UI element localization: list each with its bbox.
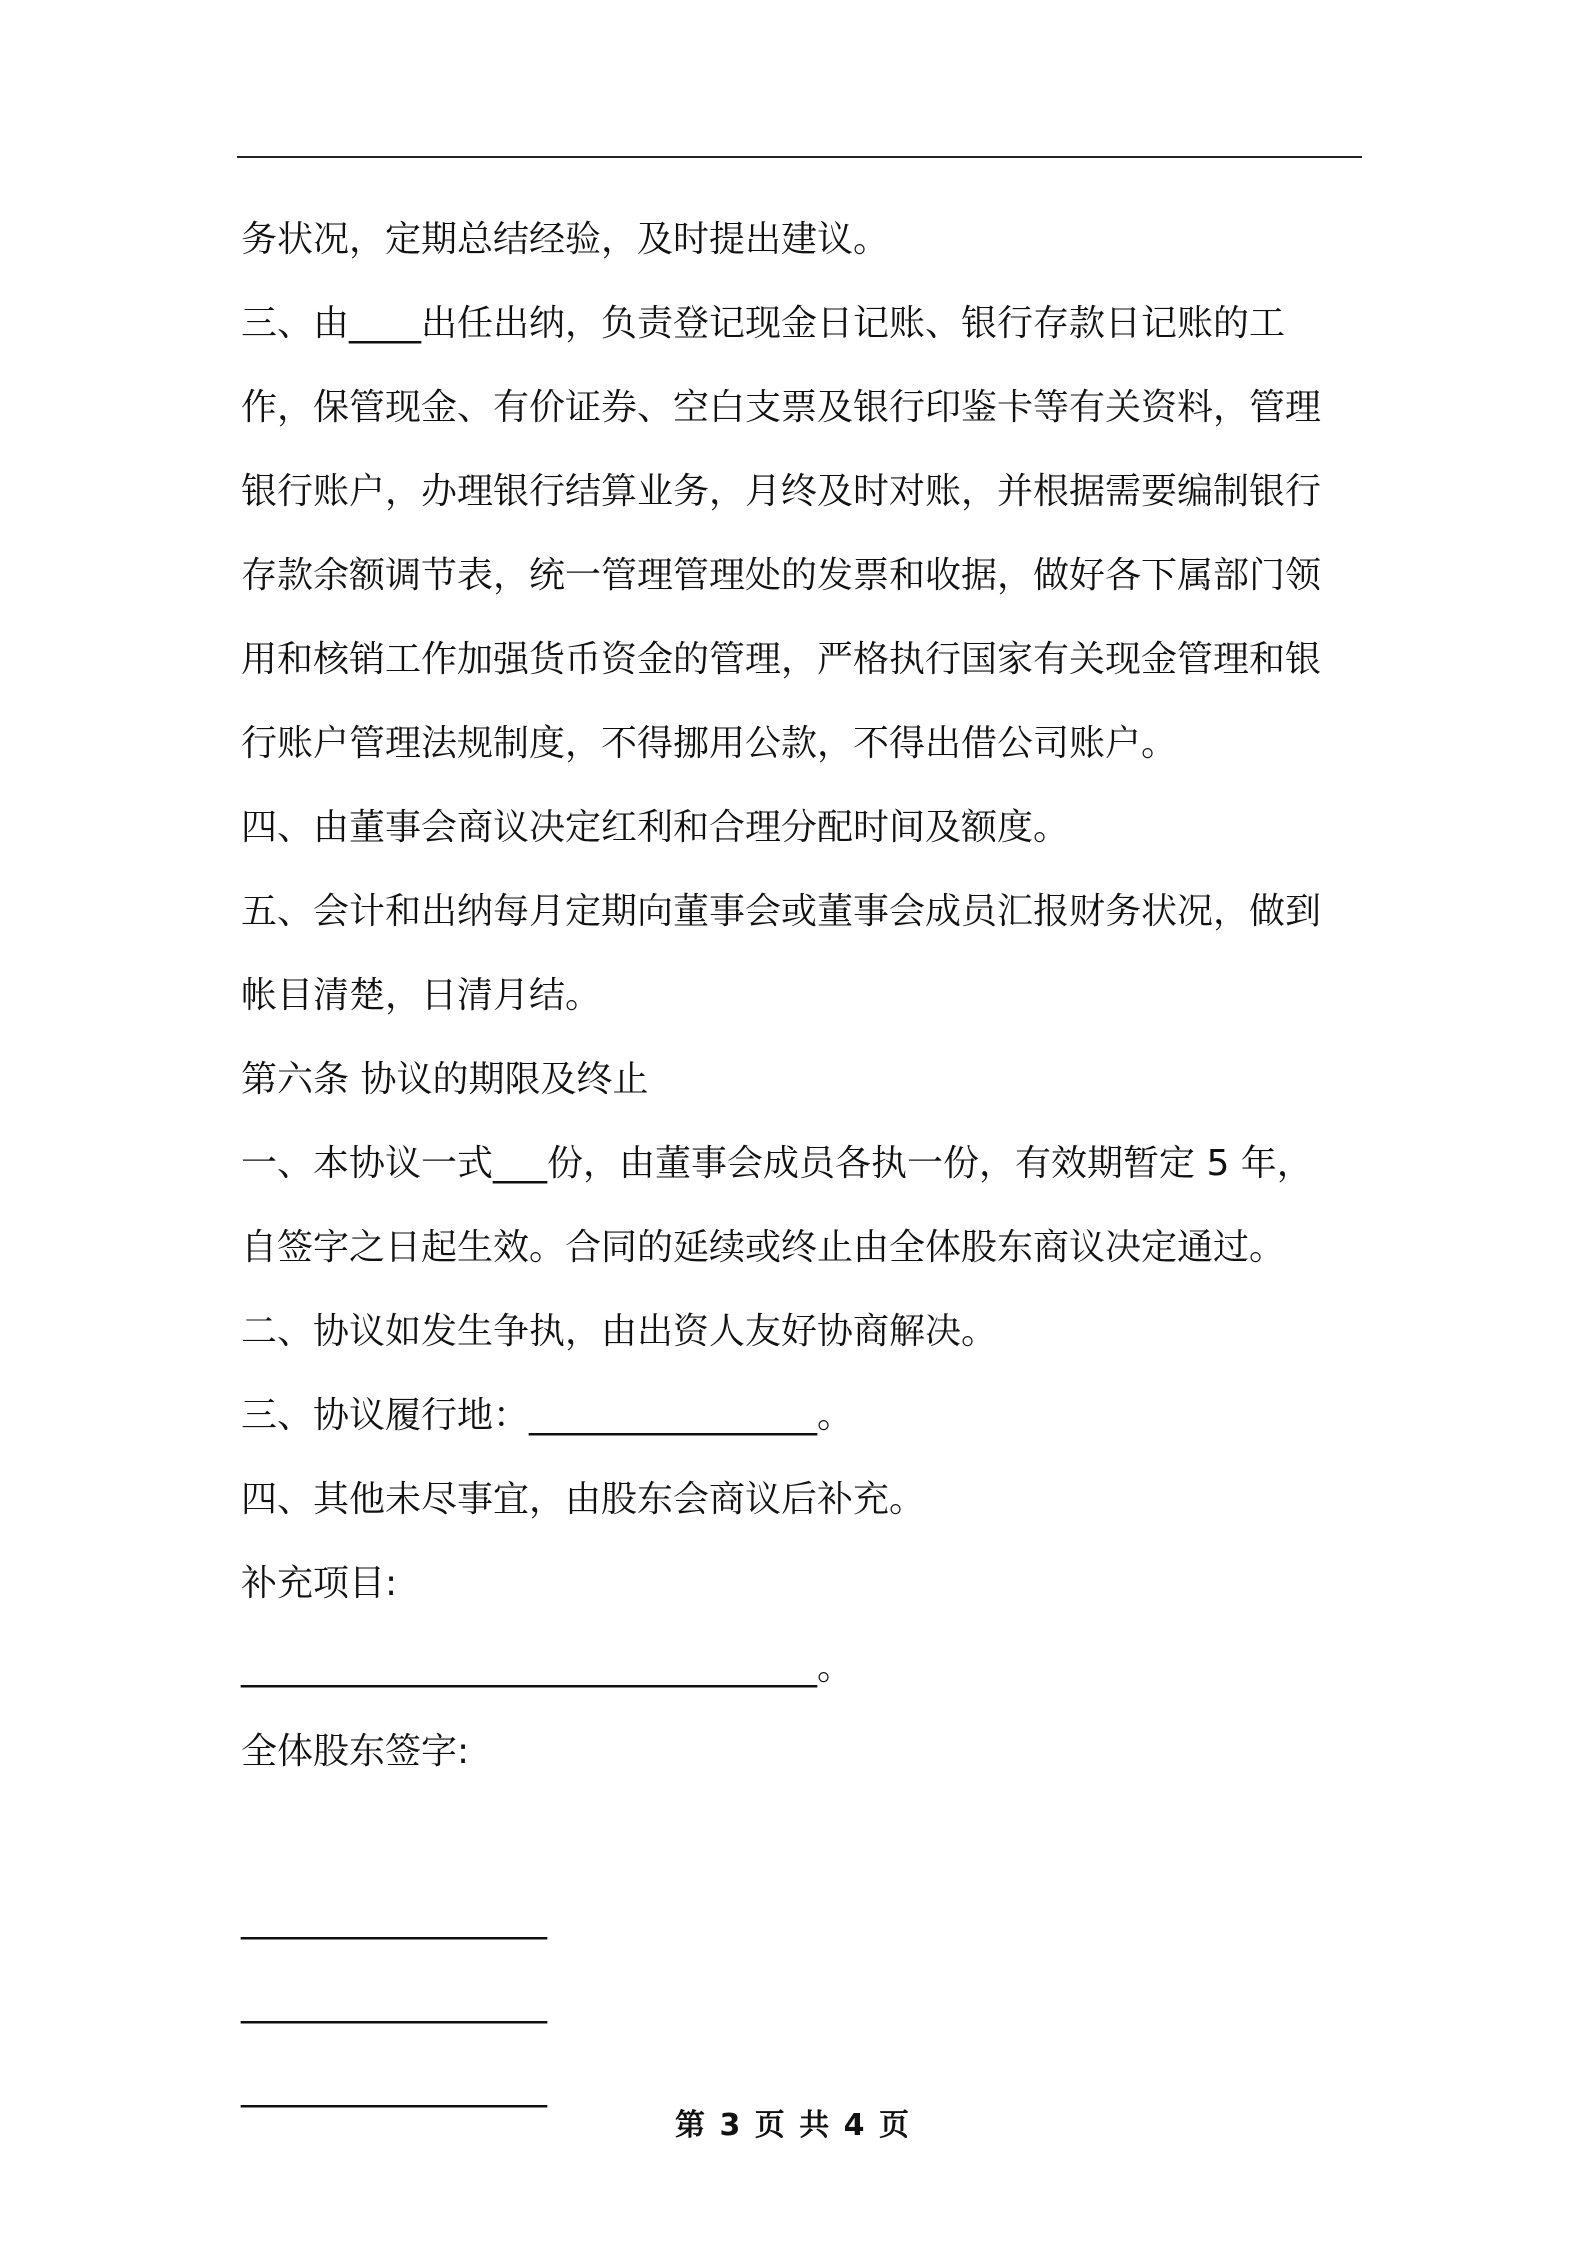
text-line: 存款余额调节表，统一管理管理处的发票和收据，做好各下属部门领 (241, 555, 1322, 596)
text-line: 银行账户，办理银行结算业务，月终及时对账，并根据需要编制银行 (241, 471, 1322, 512)
signature-blank: _________________ (241, 2067, 547, 2108)
text-line: 二、协议如发生争执，由出资人友好协商解决。 (241, 1311, 998, 1352)
blank-line (241, 1794, 1362, 1878)
header-rule (237, 156, 1362, 158)
supplement-label: 补充项目: (241, 1563, 398, 1604)
signature-blank: _________________ (241, 1899, 547, 1940)
text-line: 用和核销工作加强货币资金的管理，严格执行国家有关现金管理和银 (241, 639, 1322, 680)
section-heading: 第六条 协议的期限及终止 (241, 1059, 649, 1100)
text-line: 三、协议履行地：________________。 (241, 1395, 854, 1436)
supplement-blank: ________________________________。 (241, 1647, 853, 1688)
text-line: 四、由董事会商议决定红利和合理分配时间及额度。 (241, 807, 1070, 848)
text-line: 帐目清楚，日清月结。 (241, 975, 602, 1016)
signature-label: 全体股东签字: (241, 1731, 470, 1772)
document-body (241, 198, 1362, 2130)
page-number: 第 3 页 共 4 页 (675, 2108, 911, 2143)
text-line: 一、本协议一式___份，由董事会成员各执一份，有效期暂定 5 年， (241, 1143, 1313, 1184)
text-line: 自签字之日起生效。合同的延续或终止由全体股东商议决定通过。 (241, 1227, 1286, 1268)
text-line: 务状况，定期总结经验，及时提出建议。 (241, 219, 890, 260)
text-line: 三、由____出任出纳，负责登记现金日记账、银行存款日记账的工 (241, 303, 1286, 344)
text-line: 四、其他未尽事宜，由股东会商议后补充。 (241, 1479, 926, 1520)
text-line: 五、会计和出纳每月定期向董事会或董事会成员汇报财务状况，做到 (241, 891, 1322, 932)
text-line: 作，保管现金、有价证券、空白支票及银行印鉴卡等有关资料，管理 (241, 387, 1322, 428)
signature-blank: _________________ (241, 1983, 547, 2024)
text-line: 行账户管理法规制度，不得挪用公款，不得出借公司账户。 (241, 723, 1178, 764)
